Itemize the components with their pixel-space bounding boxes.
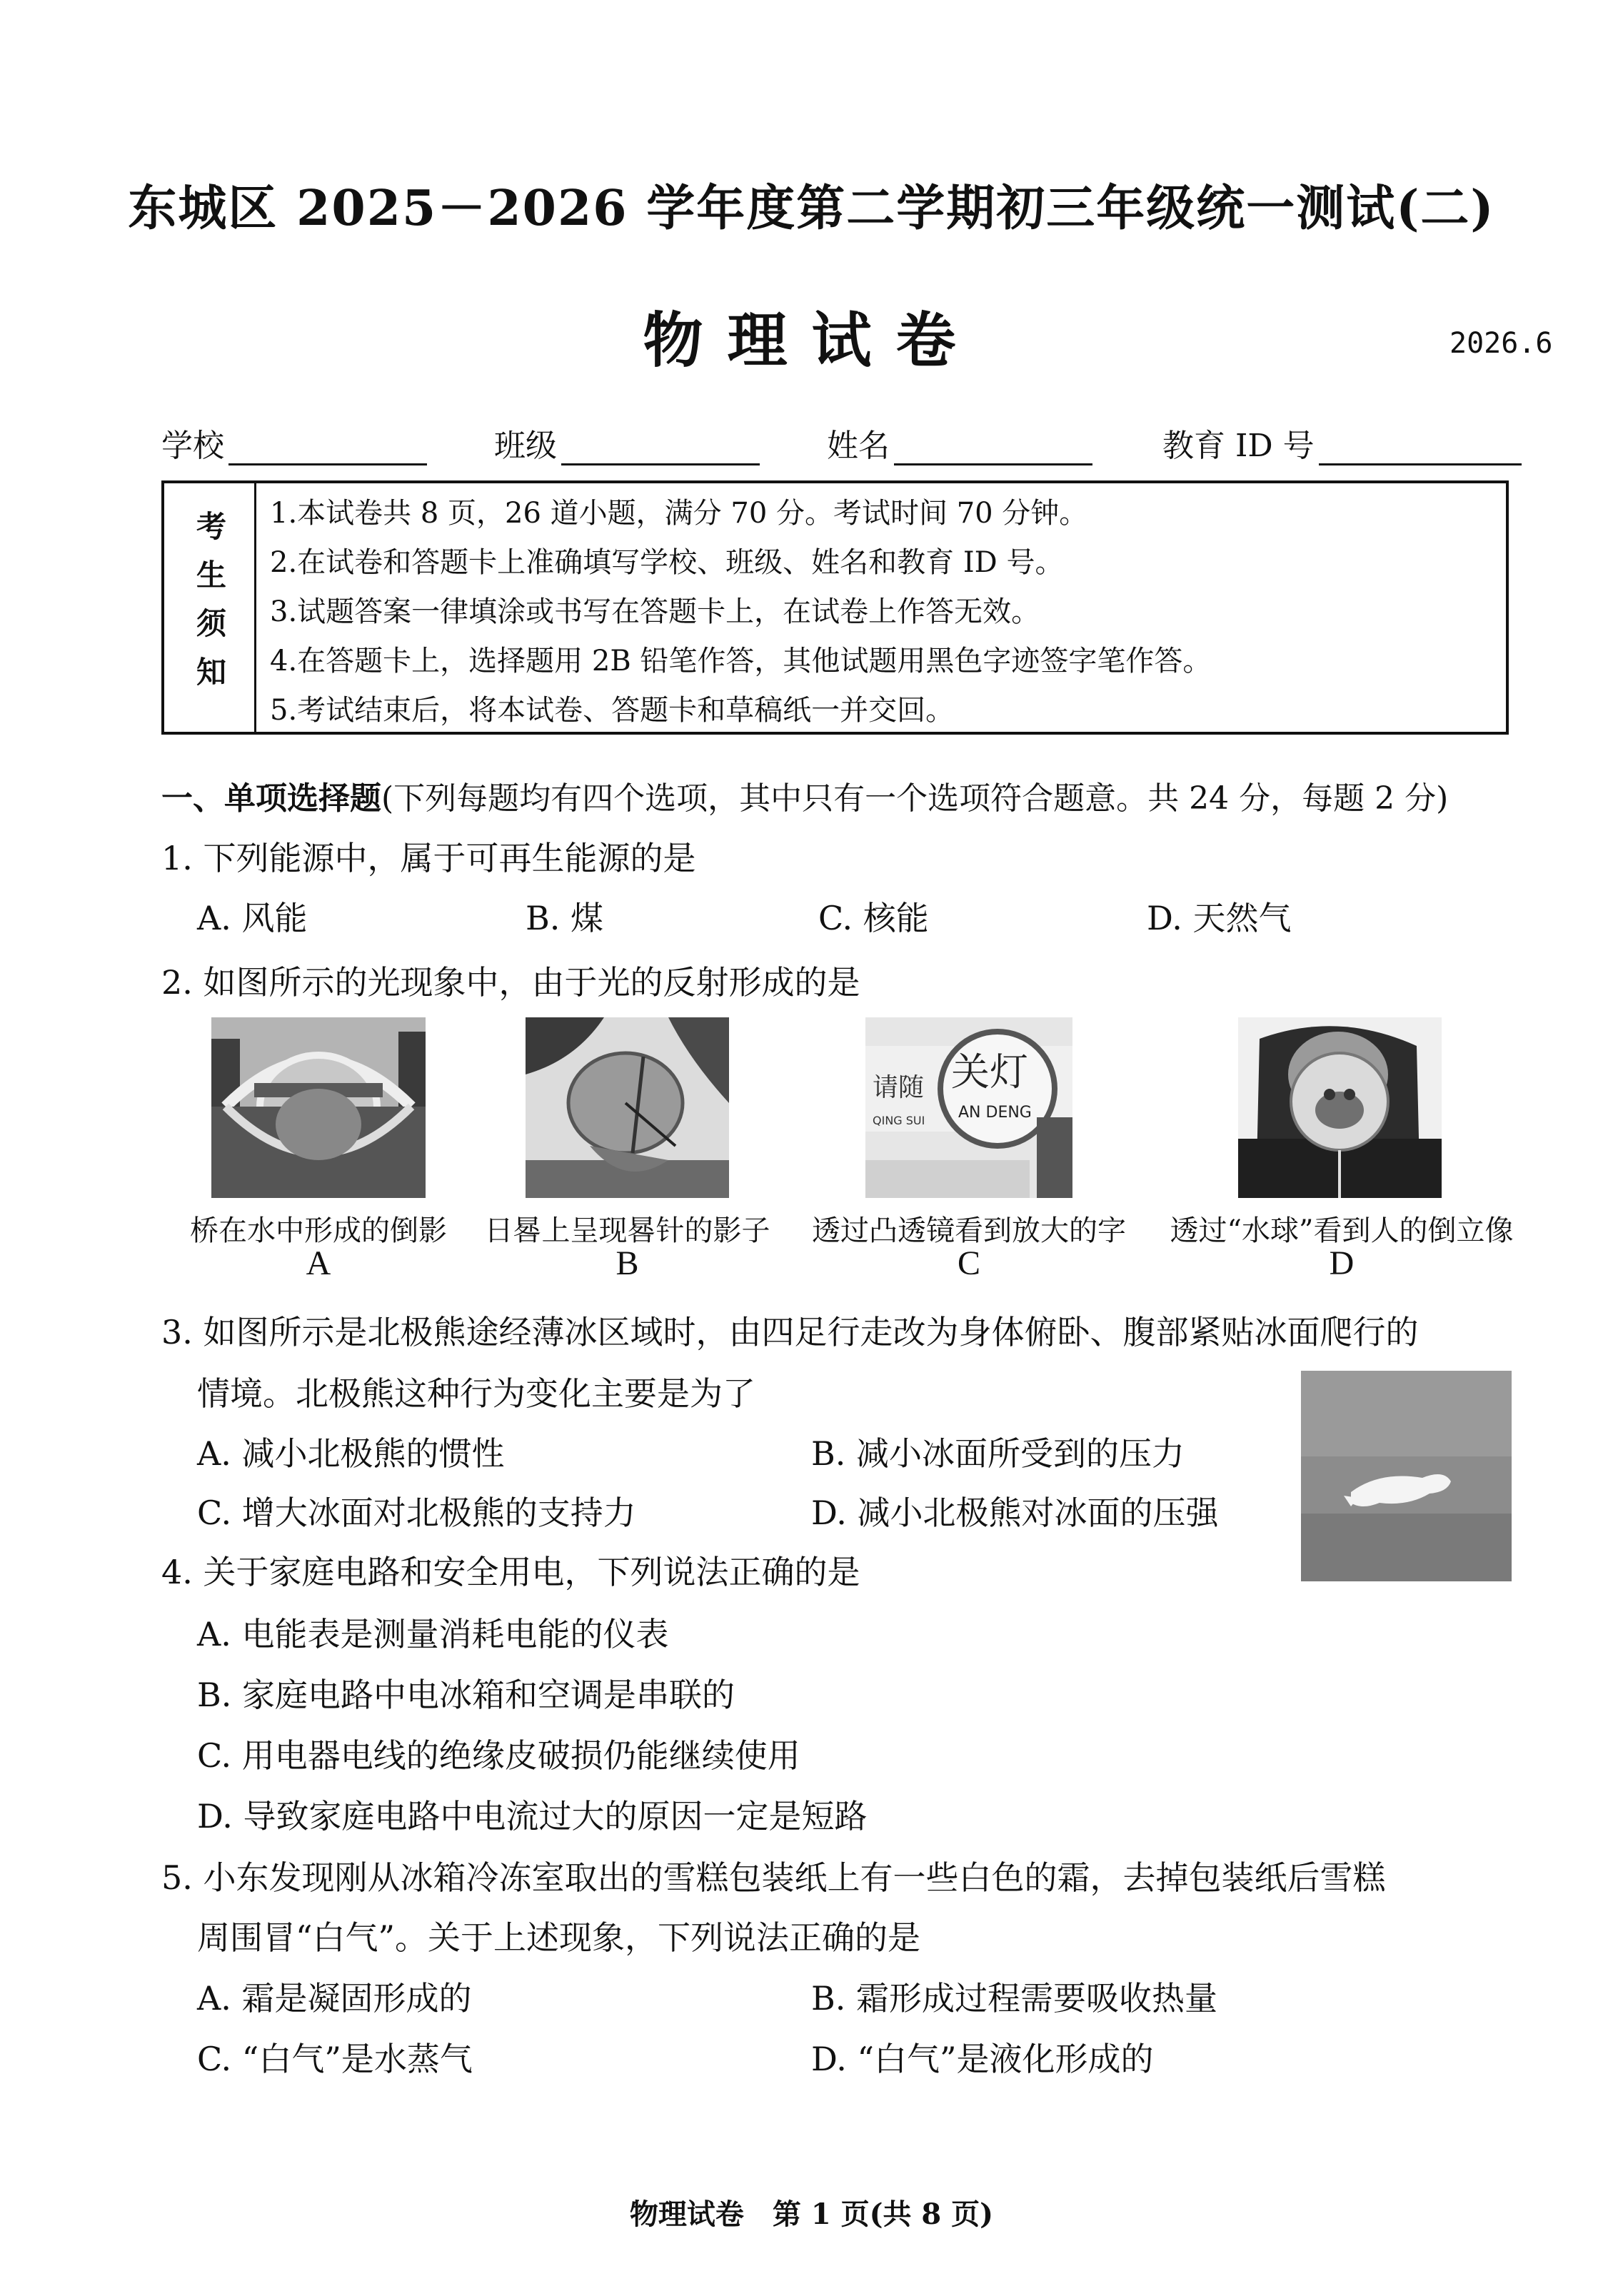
q5-option-c: C. “白气”是水蒸气	[197, 2040, 473, 2078]
q3-option-b: B. 减小冰面所受到的压力	[811, 1434, 1185, 1473]
q1-option-a: A. 风能	[197, 899, 308, 937]
exam-date: 2026.6	[1449, 327, 1553, 360]
q2-letter-b: B	[615, 1244, 639, 1282]
notice-heading-cell	[164, 483, 256, 732]
bridge-reflection-image	[211, 1017, 426, 1198]
svg-text:QING SUI: QING SUI	[873, 1114, 925, 1127]
notice-item: 3.试题答案一律填涂或书写在答题卡上，在试卷上作答无效。	[270, 595, 1040, 628]
q4-option-b: B. 家庭电路中电冰箱和空调是串联的	[197, 1676, 735, 1714]
class-field	[494, 420, 760, 465]
q5-option-b: B. 霜形成过程需要吸收热量	[811, 1979, 1218, 2018]
name-label: 姓名	[827, 428, 890, 464]
q5-stem-line2: 周围冒“白气”。关于上述现象，下列说法正确的是	[197, 1918, 921, 1957]
edu-id-blank	[1319, 433, 1522, 465]
q2-caption-c: 透过凸透镜看到放大的字	[812, 1214, 1126, 1247]
section-title: 一、单项选择题	[161, 780, 381, 817]
polar-bear-image	[1301, 1371, 1512, 1581]
magnifier-sign-image	[865, 1017, 1072, 1198]
notice-heading: 考生须知	[192, 510, 227, 705]
q2-caption-d: 透过“水球”看到人的倒立像	[1170, 1214, 1514, 1247]
school-field	[161, 420, 427, 465]
sundial-image	[526, 1017, 729, 1198]
q1-option-b: B. 煤	[526, 899, 604, 937]
water-ball-image	[1238, 1017, 1442, 1198]
q5-option-a: A. 霜是凝固形成的	[197, 1979, 472, 2018]
notice-item: 1.本试卷共 8 页，26 道小题，满分 70 分。考试时间 70 分钟。	[270, 497, 1088, 530]
name-blank	[894, 433, 1092, 465]
q3-option-d: D. 减小北极熊对冰面的压强	[811, 1494, 1219, 1532]
section-heading	[161, 772, 1448, 818]
school-blank	[228, 433, 427, 465]
q4-stem: 4. 关于家庭电路和安全用电，下列说法正确的是	[161, 1553, 860, 1591]
class-blank	[561, 433, 760, 465]
q5-option-d: D. “白气”是液化形成的	[811, 2040, 1154, 2078]
name-field	[827, 420, 1092, 465]
page-footer: 物理试卷 第 1 页(共 8 页)	[629, 2197, 994, 2231]
notice-item: 5.考试结束后，将本试卷、答题卡和草稿纸一并交回。	[270, 694, 955, 727]
notice-box	[161, 480, 1509, 735]
subject-title: 物理试卷	[643, 305, 980, 376]
q2-letter-c: C	[957, 1244, 980, 1282]
q1-stem: 1. 下列能源中，属于可再生能源的是	[161, 839, 696, 877]
q2-letter-a: A	[306, 1244, 331, 1282]
q4-option-a: A. 电能表是测量消耗电能的仪表	[197, 1615, 669, 1653]
q3-stem-line1: 3. 如图所示是北极熊途经薄冰区域时，由四足行走改为身体俯卧、腹部紧贴冰面爬行的	[161, 1313, 1419, 1351]
q3-option-a: A. 减小北极熊的惯性	[197, 1434, 505, 1473]
edu-id-label: 教育 ID 号	[1162, 428, 1315, 464]
class-label: 班级	[494, 428, 557, 464]
q2-stem: 2. 如图所示的光现象中，由于光的反射形成的是	[161, 963, 860, 1002]
q4-option-d: D. 导致家庭电路中电流过大的原因一定是短路	[197, 1797, 868, 1836]
svg-text:AN DENG: AN DENG	[958, 1104, 1032, 1122]
notice-item: 2.在试卷和答题卡上准确填写学校、班级、姓名和教育 ID 号。	[270, 546, 1064, 579]
svg-text:请随: 请随	[873, 1073, 925, 1102]
q1-option-d: D. 天然气	[1147, 899, 1292, 937]
q2-caption-b: 日晷上呈现晷针的影子	[484, 1214, 770, 1247]
q1-option-c: C. 核能	[818, 899, 929, 937]
section-desc: (下列每题均有四个选项，其中只有一个选项符合题意。共 24 分，每题 2 分)	[381, 780, 1449, 817]
edu-id-field	[1162, 420, 1522, 465]
notice-list	[270, 489, 1211, 735]
school-label: 学校	[161, 428, 224, 464]
q5-stem-line1: 5. 小东发现刚从冰箱冷冻室取出的雪糕包装纸上有一些白色的霜，去掉包装纸后雪糕	[161, 1858, 1386, 1897]
q2-letter-d: D	[1329, 1244, 1355, 1282]
q3-option-c: C. 增大冰面对北极熊的支持力	[197, 1494, 636, 1532]
svg-text:关灯: 关灯	[951, 1049, 1028, 1094]
q2-caption-a: 桥在水中形成的倒影	[190, 1214, 447, 1247]
q4-option-c: C. 用电器电线的绝缘皮破损仍能继续使用	[197, 1736, 800, 1775]
notice-item: 4.在答题卡上，选择题用 2B 铅笔作答，其他试题用黑色字迹签字笔作答。	[270, 645, 1212, 678]
q3-stem-line2: 情境。北极熊这种行为变化主要是为了	[197, 1374, 755, 1413]
exam-title: 东城区 2025－2026 学年度第二学期初三年级统一测试(二)	[128, 180, 1495, 237]
